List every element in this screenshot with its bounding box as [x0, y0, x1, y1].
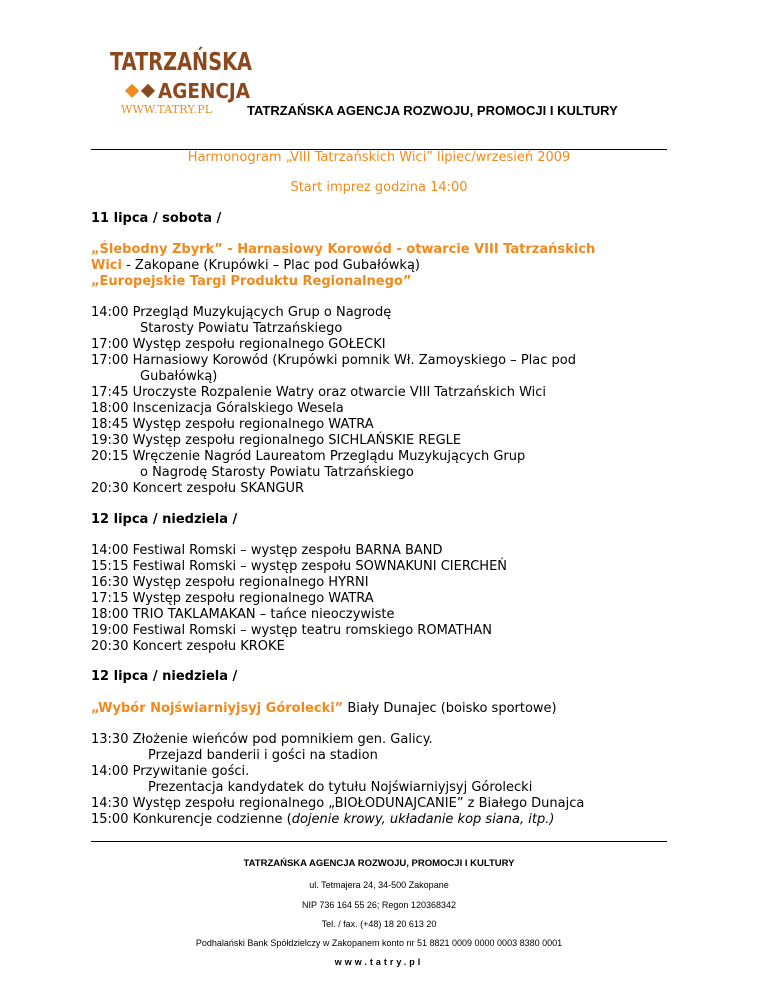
list-item: 19:00 Festiwal Romski – występ teatru romskiego ROMATHAN	[91, 623, 493, 638]
list-item: 20:15 Wręczenie Nagród Laureatom Przeglądu Muzykujących Grup	[91, 449, 526, 464]
list-item: Starosty Powiatu Tatrzańskiego	[140, 321, 343, 336]
list-item: 16:30 Występ zespołu regionalnego HYRNI	[91, 575, 369, 590]
list-item: 13:30 Złożenie wieńców pod pomnikiem gen. Galicy.	[91, 732, 433, 747]
last-item-italic: dojenie krowy, układanie kop siana, itp.)	[291, 812, 555, 827]
list-item: Gubałówką)	[140, 369, 218, 384]
day3-event	[91, 701, 557, 717]
list-item: 18:00 Inscenizacja Góralskiego Wesela	[91, 401, 344, 416]
agency-title: TATRZAŃSKA AGENCJA ROZWOJU, PROMOCJI I KULTURY	[247, 103, 618, 118]
day3-heading: 12 lipca / niedziela /	[91, 669, 238, 684]
list-item: Prezentacja kandydatek do tytułu Nojświarniyjsyj Górolecki	[148, 780, 533, 795]
list-item: 14:30 Występ zespołu regionalnego „BIOŁODUNAJCANIE” z Białego Dunajca	[91, 796, 585, 811]
page-title: Harmonogram „VIII Tatrzańskich Wici” lipiec/wrzesień 2009	[187, 150, 571, 165]
day1-event-line1: „Ślebodny Zbyrk” - Harnasiowy Korowód - otwarcie VIII Tatrzańskich	[91, 242, 596, 257]
list-item	[91, 812, 554, 828]
day1-heading: 11 lipca / sobota /	[91, 211, 222, 226]
diamond-icon	[125, 84, 155, 98]
day3-event-location: Biały Dunajec (boisko sportowe)	[343, 701, 557, 716]
logo-text-top: TATRZAŃSKA	[110, 47, 253, 76]
day1-event-line3: „Europejskie Targi Produktu Regionalnego”	[91, 274, 412, 289]
footer-address: ul. Tetmajera 24, 34-500 Zakopane	[309, 880, 449, 890]
footer-ids: NIP 736 164 55 26; Regon 120368342	[302, 900, 456, 910]
site-url[interactable]: WWW.TATRY.PL	[121, 103, 213, 116]
list-item: 17:00 Harnasiowy Korowód (Krupówki pomnik Wł. Zamoyskiego – Plac pod	[91, 353, 576, 368]
start-info: Start imprez godzina 14:00	[290, 180, 468, 195]
agency-logo	[108, 42, 254, 104]
list-item: 14:00 Przywitanie gości.	[91, 764, 250, 779]
footer-bank: Podhalański Bank Spółdzielczy w Zakopanem konto nr 51 8821 0009 0000 0003 8380 0001	[195, 938, 563, 948]
list-item: 20:30 Koncert zespołu KROKE	[91, 639, 285, 654]
day3-event-title: „Wybór Nojświarniyjsyj Górolecki”	[91, 701, 344, 716]
list-item: 15:15 Festiwal Romski – występ zespołu SOWNAKUNI CIERCHEŃ	[91, 559, 508, 574]
list-item: 17:45 Uroczyste Rozpalenie Watry oraz otwarcie VIII Tatrzańskich Wici	[91, 385, 547, 400]
list-item: 14:00 Festiwal Romski – występ zespołu BARNA BAND	[91, 543, 443, 558]
list-item: 17:00 Występ zespołu regionalnego GOŁECKI	[91, 337, 386, 352]
last-item-prefix: 15:00 Konkurencje codzienne (	[91, 812, 292, 827]
list-item: 14:00 Przegląd Muzykujących Grup o Nagrodę	[91, 305, 392, 320]
day1-event-wici: Wici	[91, 258, 122, 273]
day2-heading: 12 lipca / niedziela /	[91, 512, 238, 527]
day1-event-line2	[91, 258, 420, 274]
list-item: 19:30 Występ zespołu regionalnego SICHLAŃSKIE REGLE	[91, 433, 462, 448]
list-item: o Nagrodę Starosty Powiatu Tatrzańskiego	[140, 465, 414, 480]
list-item: 18:45 Występ zespołu regionalnego WATRA	[91, 417, 374, 432]
list-item: 17:15 Występ zespołu regionalnego WATRA	[91, 591, 374, 606]
list-item: 20:30 Koncert zespołu SKANGUR	[91, 481, 305, 496]
footer-divider	[91, 841, 667, 842]
footer-name: TATRZAŃSKA AGENCJA ROZWOJU, PROMOCJI I KULTURY	[243, 858, 515, 869]
list-item: 18:00 TRIO TAKLAMAKAN – tańce nieoczywiste	[91, 607, 395, 622]
list-item: Przejazd banderii i gości na stadion	[148, 748, 378, 763]
logo-text-bottom: AGENCJA	[158, 79, 251, 103]
day1-event-location: - Zakopane (Krupówki – Plac pod Gubałówką)	[121, 258, 420, 273]
footer-www-link[interactable]: www.tatry.pl	[334, 957, 424, 967]
footer-phone: Tel. / fax. (+48) 18 20 613 20	[321, 919, 437, 929]
